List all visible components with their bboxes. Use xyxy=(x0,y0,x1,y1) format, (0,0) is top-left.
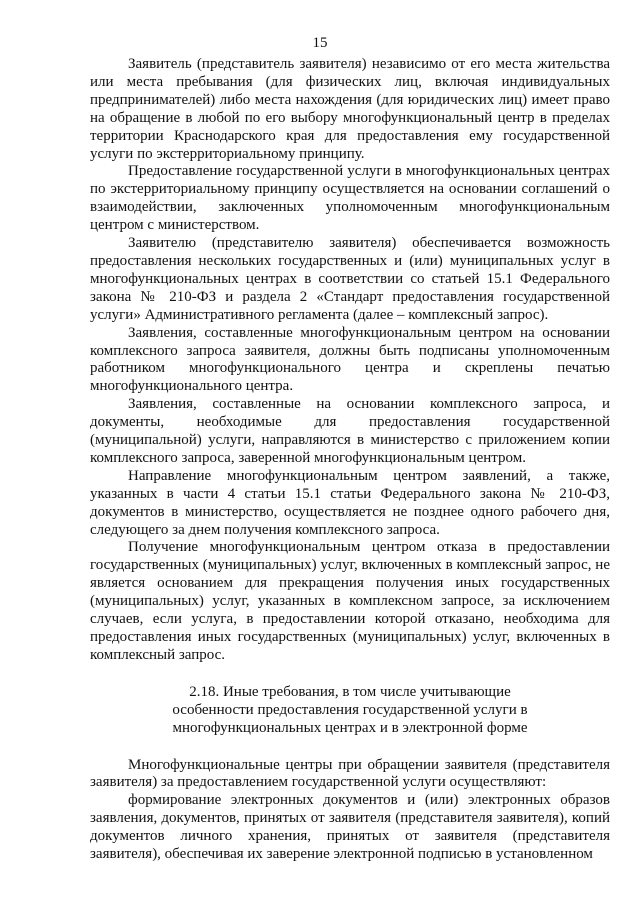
paragraph: Предоставление государственной услуги в многофункциональных центрах по экстерриториальному принципу осуществляется на основании соглашений о взаимодействии, заключенных уполномоченным многофункциональным центром с министерством. xyxy=(90,163,610,234)
paragraph: Заявления, составленные многофункциональным центром на основании комплексного запроса заявителя, должны быть подписаны уполномоченным работником многофункционального центра и скреплены печатью многофункционального центра. xyxy=(90,324,610,395)
paragraph: Заявления, составленные на основании комплексного запроса, и документы, необходимые для предоставления государственной (муниципальной) услуги, направляются в министерство с приложением копии комплексного запроса, заверенной многофункциональным центром. xyxy=(90,396,610,466)
paragraph: Получение многофункциональным центром отказа в предоставлении государственных (муниципальных) услуг, включенных в комплексный запрос, не является основанием для прекращения получения иных государственных (муниципальных) услуг, указанных в комплексном запросе, за исключением случаев, если услуга, в предоставлении которой отказано, необходима для предоставления иных государственных (муниципальных) услуг, включенных в комплексный запрос. xyxy=(90,539,610,663)
paragraph: формирование электронных документов и (или) электронных образов заявления, документов, принятых от заявителя (представителя заявителя), копий документов личного хранения, принятых от заявителя (представителя заявителя), обеспечивая их заверение электронной подписью в установленном xyxy=(90,792,610,863)
paragraph: Заявитель (представитель заявителя) независимо от его места жительства или места пребывания (для физических лиц, включая индивидуальных предпринимателей) либо места нахождения (для юридических лиц) имеет право на обращение в любой по его выбору многофункциональный центр в пределах территории Краснодарского края для предоставления ему государственной услуги по экстерриториальному принципу. xyxy=(90,56,610,162)
section-heading-line: 2.18. Иные требования, в том числе учитывающие xyxy=(189,683,511,700)
section-heading-line: многофункциональных центрах и в электронной форме xyxy=(172,719,528,736)
section-heading-line: особенности предоставления государственной услуги в xyxy=(172,701,528,718)
page-number: 15 xyxy=(312,35,328,51)
document-body xyxy=(90,56,610,864)
paragraph: Направление многофункциональным центром заявлений, а также, указанных в части 4 статьи 15.1 статьи Федерального закона № 210-ФЗ, документов в министерство, осуществляется не позднее одного рабочего дня, следующего за днем получения комплексного запроса. xyxy=(90,467,610,538)
paragraph: Заявителю (представителю заявителя) обеспечивается возможность предоставления нескольких государственных и (или) муниципальных услуг в многофункциональных центрах в соответствии со статьей 15.1 Федерального закона № 210-ФЗ и раздела 2 «Стандарт предоставления государственной услуги» Административного регламента (далее – комплексный запрос). xyxy=(90,235,610,323)
section-heading xyxy=(90,684,610,738)
paragraph: Многофункциональные центры при обращении заявителя (представителя заявителя) за предоставлением государственной услуги осуществляют: xyxy=(90,756,610,791)
